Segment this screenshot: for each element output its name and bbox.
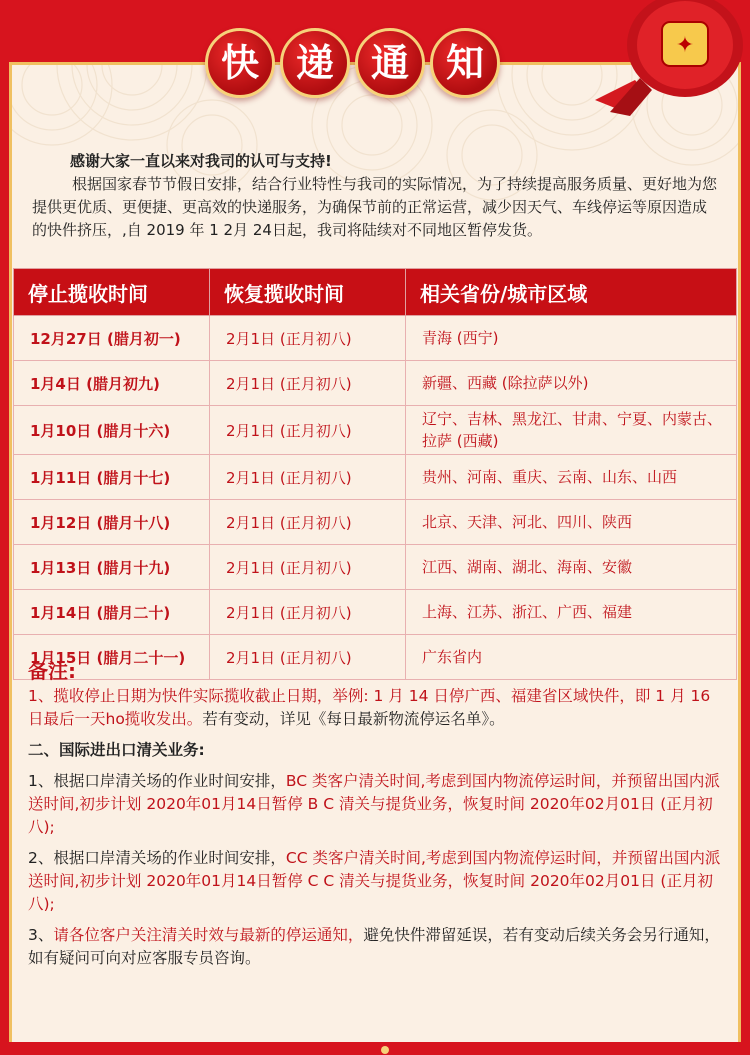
- stop-time-cell: 1月10日 (腊月十六): [14, 406, 210, 455]
- stop-time-cell: 1月15日 (腊月二十一): [14, 635, 210, 680]
- resume-time-cell: 2月1日 (正月初八): [210, 406, 406, 455]
- schedule-table: [13, 268, 737, 680]
- item-3-dark-text: 避免快件滞留延误，若有变动后续关务会另行通知，如有疑问可向对应客服专员咨询。: [28, 926, 720, 967]
- svg-text:✦: ✦: [675, 33, 695, 58]
- stop-time-cell: 1月4日 (腊月初九): [14, 361, 210, 406]
- table-row: [14, 545, 737, 590]
- greeting: 感谢大家一直以来对我司的认可与支持!: [70, 152, 332, 170]
- table-row: [14, 590, 737, 635]
- red-lantern-icon: [590, 0, 750, 120]
- item-3: [28, 924, 728, 970]
- resume-time-cell: 2月1日 (正月初八): [210, 590, 406, 635]
- table-row: [14, 406, 737, 455]
- item-2-dark-text: 2、根据口岸清关场的作业时间安排，: [28, 849, 286, 867]
- notes-section: [28, 660, 728, 970]
- header-region: 相关省份/城市区域: [406, 269, 737, 316]
- title-char-4: 知: [430, 28, 500, 98]
- note-1-red-text: 1、揽收停止日期为快件实际揽收截止日期，举例: 1 月 14 日停广西、福建省区域快件，即 1 月 16 日最后一天ho揽收发出。: [28, 687, 711, 728]
- table-row: [14, 361, 737, 406]
- item-3-red-text: 请各位客户关注清关时效与最新的停运通知，: [53, 926, 364, 944]
- stop-time-cell: 12月27日 (腊月初一): [14, 316, 210, 361]
- region-cell: 新疆、西藏 (除拉萨以外): [406, 361, 737, 406]
- region-cell: 江西、湖南、湖北、海南、安徽: [406, 545, 737, 590]
- notes-heading: 备注:: [28, 659, 76, 683]
- region-cell: 青海 (西宁): [406, 316, 737, 361]
- note-1: [28, 685, 728, 731]
- table-row: [14, 316, 737, 361]
- item-2-red-text: CC 类客户清关时间,考虑到国内物流停运时间，并预留出国内派送时间,初步计划 2020年01月14日暂停 C C 清关与提货业务，恢复时间 2020年02月01日 (正月初八);: [28, 849, 721, 913]
- stop-time-cell: 1月14日 (腊月二十): [14, 590, 210, 635]
- title-banner: [205, 28, 505, 108]
- item-2: [28, 847, 728, 916]
- resume-time-cell: 2月1日 (正月初八): [210, 545, 406, 590]
- stop-time-cell: 1月13日 (腊月十九): [14, 545, 210, 590]
- region-cell: 辽宁、吉林、黑龙江、甘肃、宁夏、内蒙古、拉萨 (西藏): [406, 406, 737, 455]
- intro-text: [32, 150, 720, 242]
- header-resume-time: 恢复揽收时间: [210, 269, 406, 316]
- resume-time-cell: 2月1日 (正月初八): [210, 361, 406, 406]
- note-1-dark-text: 若有变动，详见《每日最新物流停运名单》。: [202, 710, 505, 728]
- resume-time-cell: 2月1日 (正月初八): [210, 635, 406, 680]
- stop-time-cell: 1月12日 (腊月十八): [14, 500, 210, 545]
- item-3-prefix: 3、: [28, 926, 54, 944]
- header-stop-time: 停止揽收时间: [14, 269, 210, 316]
- section-2-heading: 二、国际进出口清关业务:: [28, 741, 205, 759]
- region-cell: 贵州、河南、重庆、云南、山东、山西: [406, 455, 737, 500]
- item-1-red-text: BC 类客户清关时间,考虑到国内物流停运时间，并预留出国内派送时间,初步计划 2020年01月14日暂停 B C 清关与提货业务，恢复时间 2020年02月01日 (正月初八);: [28, 772, 720, 836]
- footer-ornament: [0, 1042, 750, 1055]
- stop-time-cell: 1月11日 (腊月十七): [14, 455, 210, 500]
- resume-time-cell: 2月1日 (正月初八): [210, 500, 406, 545]
- title-char-3: 通: [355, 28, 425, 98]
- table-header-row: [14, 269, 737, 316]
- item-1-dark-text: 1、根据口岸清关场的作业时间安排，: [28, 772, 286, 790]
- resume-time-cell: 2月1日 (正月初八): [210, 316, 406, 361]
- resume-time-cell: 2月1日 (正月初八): [210, 455, 406, 500]
- table-row: [14, 455, 737, 500]
- title-char-1: 快: [205, 28, 275, 98]
- intro-paragraph: 根据国家春节节假日安排，结合行业特性与我司的实际情况，为了持续提高服务质量、更好地为您提供更优质、更便捷、更高效的快递服务，为确保节前的正常运营，减少因天气、车线停运等原因造成的快件挤压，,自 2019 年 1 2月 24日起，我司将陆续对不同地区暂停发货。: [32, 175, 718, 239]
- region-cell: 北京、天津、河北、四川、陕西: [406, 500, 737, 545]
- region-cell: 上海、江苏、浙江、广西、福建: [406, 590, 737, 635]
- title-char-2: 递: [280, 28, 350, 98]
- item-1: [28, 770, 728, 839]
- table-row: [14, 500, 737, 545]
- region-cell: 广东省内: [406, 635, 737, 680]
